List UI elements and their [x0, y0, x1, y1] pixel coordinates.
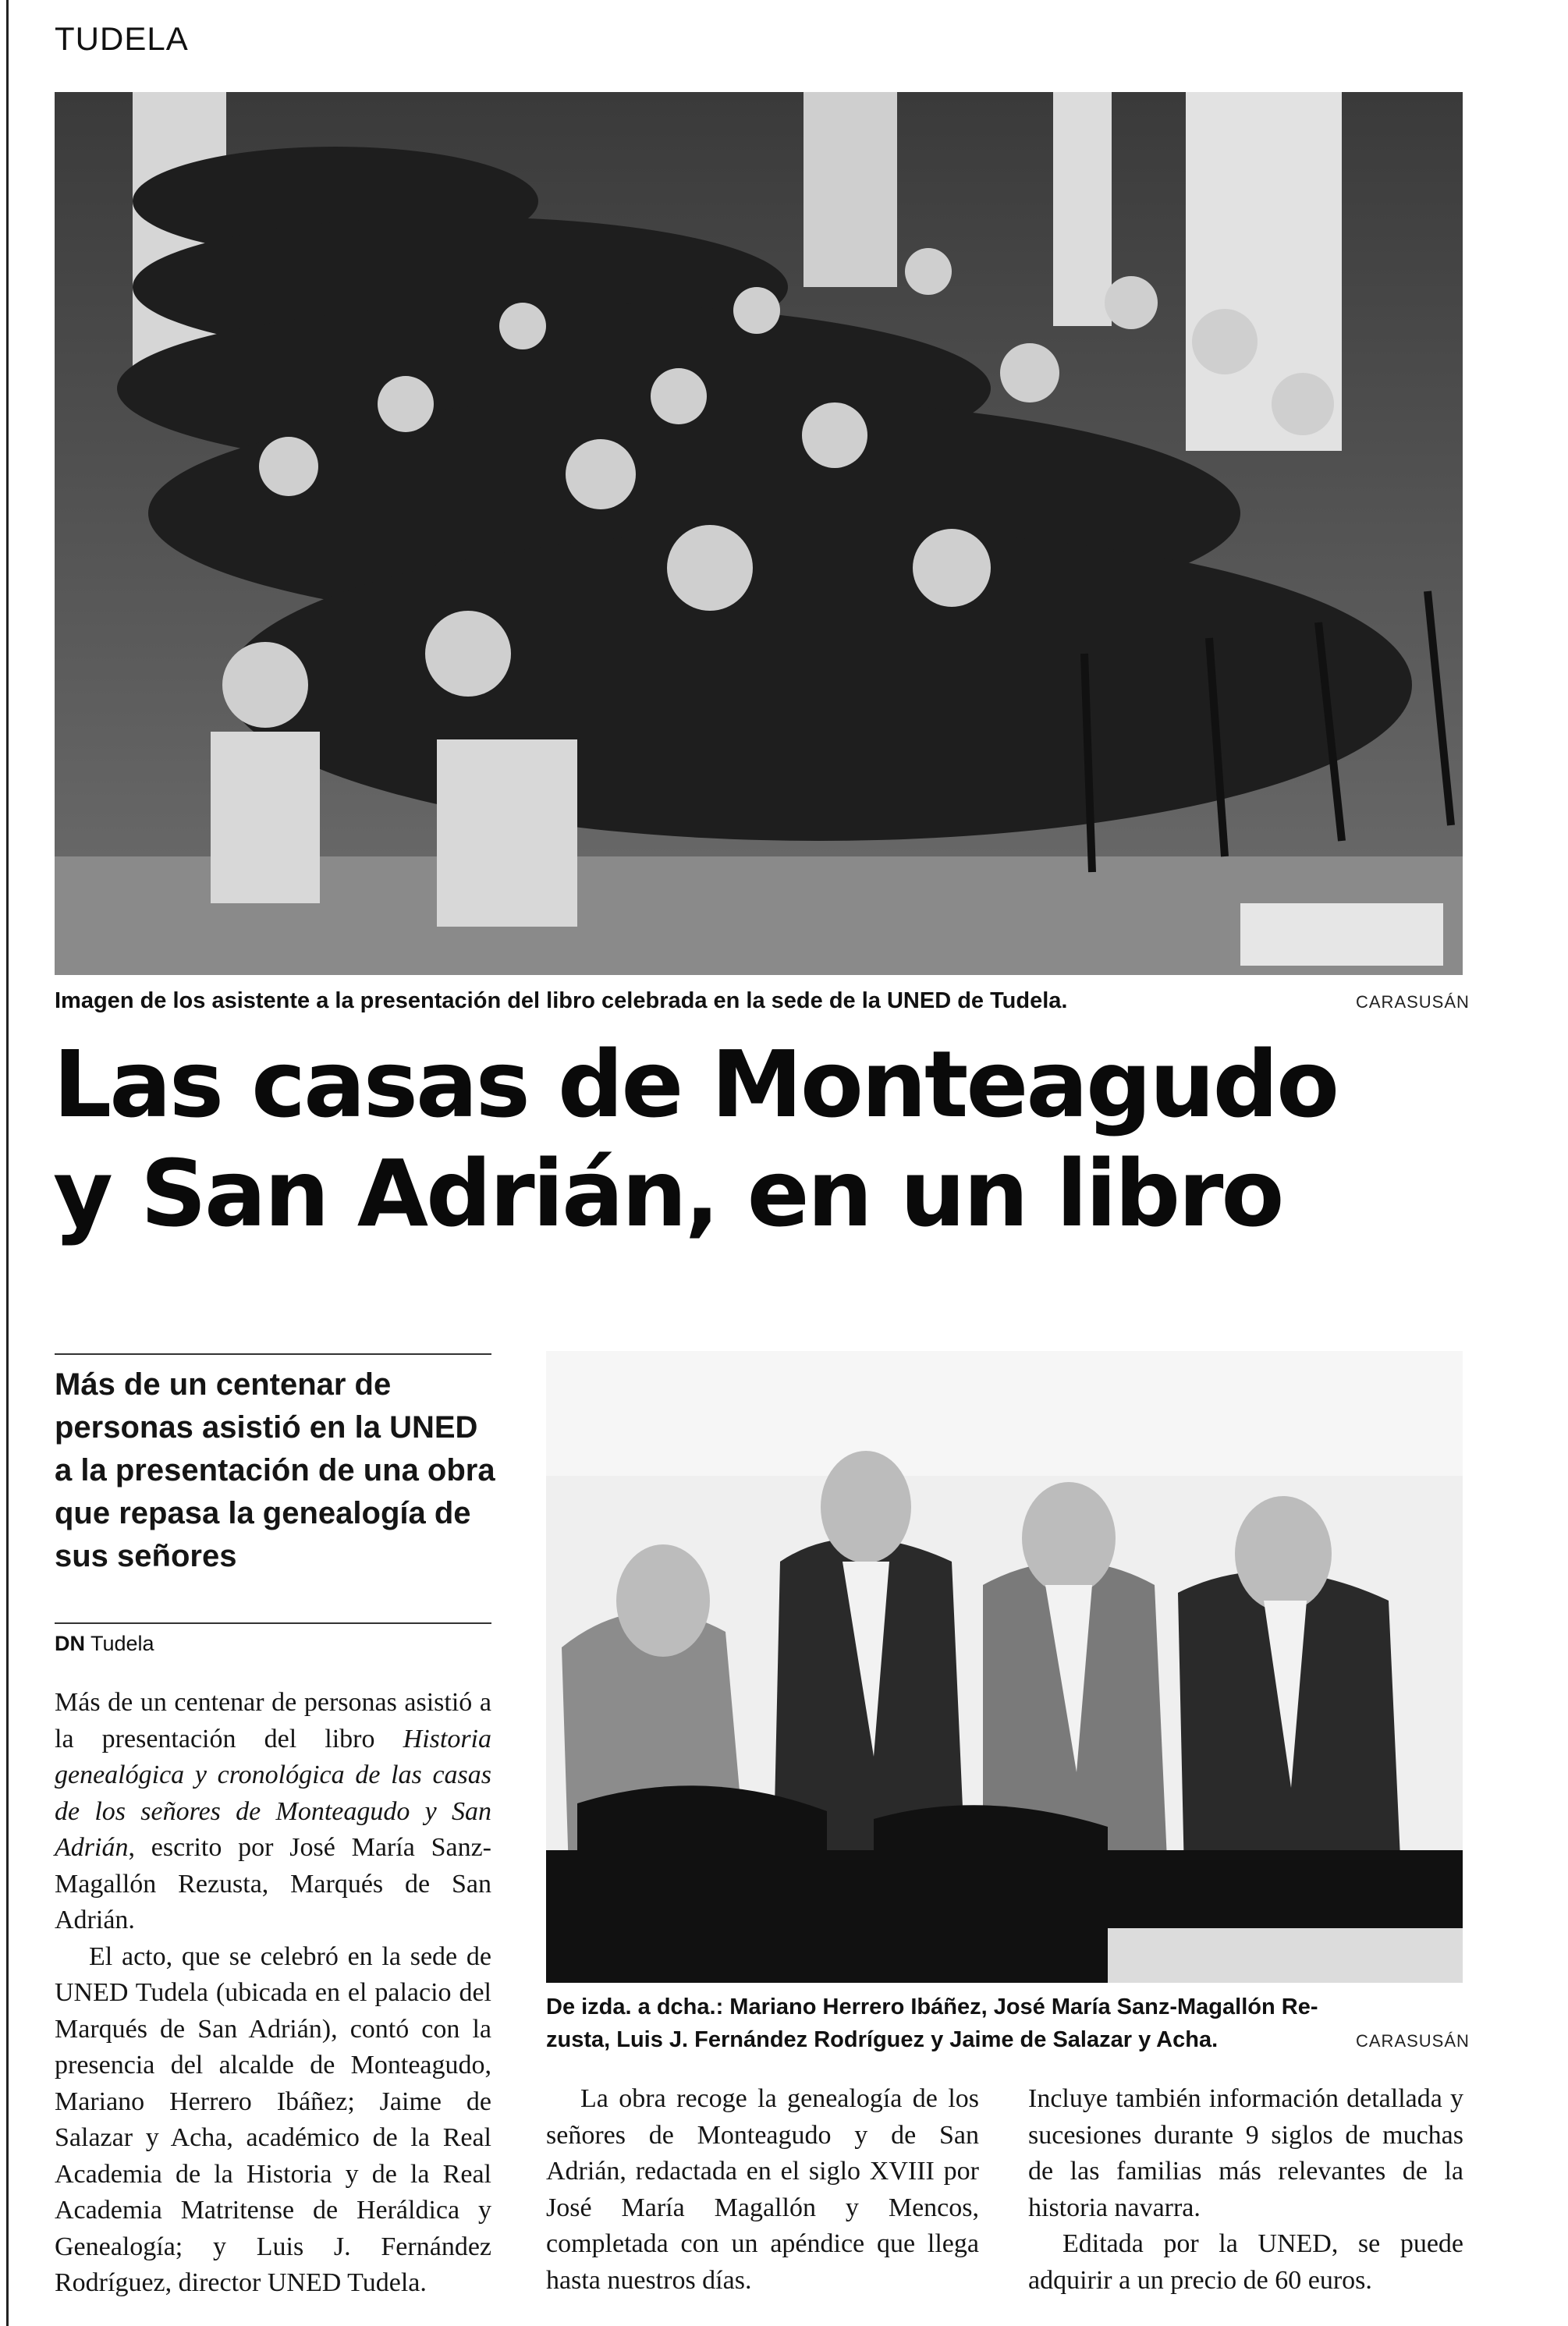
subheadline: Más de un centenar de personas asistió en la UNED a la presentación de una obra que repasa la genealogía de sus señores	[55, 1367, 495, 1573]
top-photo-credit: CARASUSÁN	[1356, 992, 1470, 1012]
subhead-top-rule	[55, 1353, 491, 1355]
group-photo-caption-line-1: De izda. a dcha.: Mariano Herrero Ibáñez, José María Sanz-Magallón Re-	[546, 1994, 1318, 2019]
byline-place: Tudela	[90, 1632, 154, 1655]
top-photo-caption: Imagen de los asistente a la presentación del libro celebrada en la sede de la UNED de Tudela.	[55, 988, 1068, 1013]
group-photo-caption-line-2-text: zusta, Luis J. Fernández Rodríguez y Jaime de Salazar y Acha.	[546, 2027, 1219, 2052]
group-photo-caption-line-2	[546, 2023, 1467, 2056]
book-title: Historia genealógica y cronológica de las casas de los señores de Monteagudo y San Adrián	[55, 1724, 491, 1862]
body-column-3	[1028, 2081, 1463, 2299]
headline-line-1: Las casas de Monteagudo	[53, 1030, 1338, 1138]
body-paragraph-4: Incluye también información detallada y sucesiones durante 9 siglos de muchas de las familias más relevantes de la historia navarra.	[1028, 2084, 1463, 2222]
body-paragraph-3: La obra recoge la genealogía de los señores de Monteagudo y de San Adrián, redactada en el siglo XVIII por José María Magallón y Mencos, completada con un apéndice que llega hasta nuestros días.	[546, 2084, 979, 2295]
group-photo-caption	[546, 1991, 1467, 2056]
body-paragraph-2: El acto, que se celebró en la sede de UNED Tudela (ubicada en el palacio del Marqués de San Adrián), contó con la presencia del alcalde de Monteagudo, Mariano Herrero Ibáñez; Jaime de Salazar y Acha, académico de la Real Academia de la Historia y de la Real Academia Matritense de Heráldica y Genealogía; y Luis J. Fernández Rodríguez, director UNED Tudela.	[55, 1941, 491, 2297]
group-photo-credit: CARASUSÁN	[1356, 2031, 1470, 2051]
body-p1-text-a: Más de un centenar de personas asistió a la presentación del libro	[55, 1688, 491, 1753]
page-margin-rule	[6, 0, 9, 2326]
body-p1-text-b: , escrito por José María Sanz-Magallón Rezusta, Marqués de San Adrián.	[55, 1833, 491, 1934]
group-photo	[546, 1351, 1463, 1983]
body-column-2	[546, 2081, 979, 2299]
body-paragraph-1	[55, 1685, 491, 1939]
audience-photo-image	[55, 92, 1463, 975]
byline-rule	[55, 1622, 491, 1624]
headline	[53, 1030, 1481, 1248]
group-photo-image	[546, 1351, 1463, 1983]
byline-source: DN	[55, 1632, 85, 1655]
audience-photo	[55, 92, 1463, 975]
headline-line-2: y San Adrián, en un libro	[53, 1140, 1282, 1247]
byline	[55, 1632, 154, 1656]
body-paragraph-5: Editada por la UNED, se puede adquirir a un precio de 60 euros.	[1028, 2229, 1463, 2295]
section-label: TUDELA	[55, 20, 189, 57]
body-column-1	[55, 1685, 491, 2302]
